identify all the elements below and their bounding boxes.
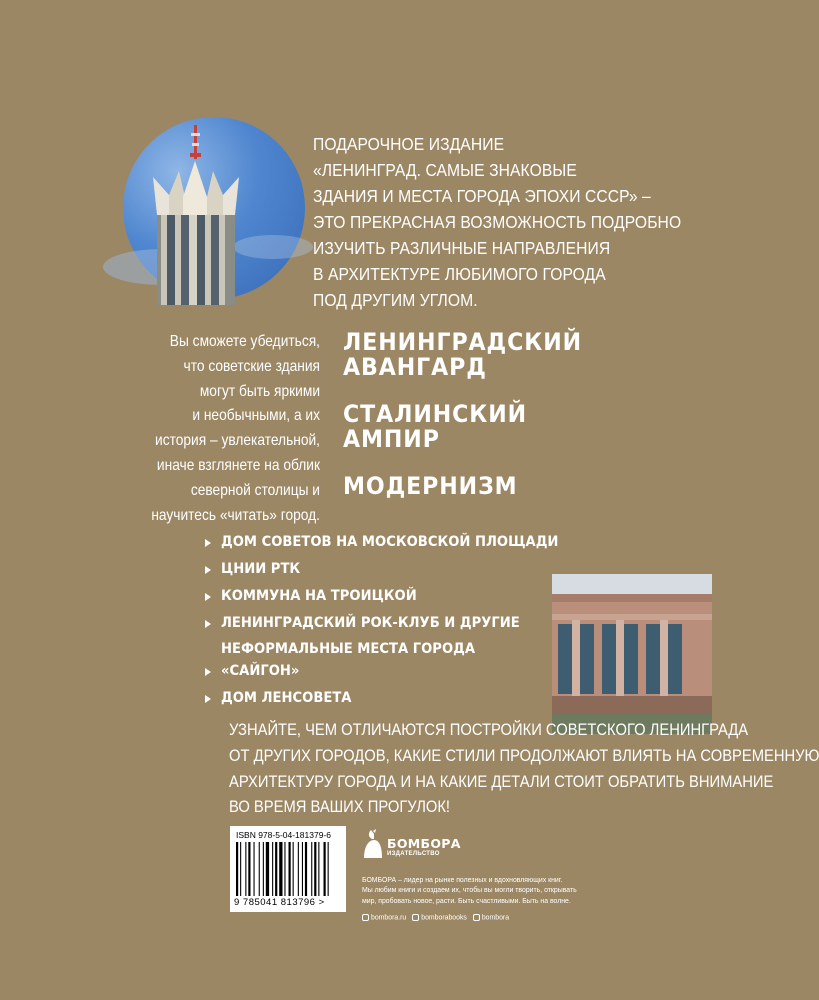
style-line: СТАЛИНСКИЙ: [343, 400, 528, 428]
barcode-bar: [266, 842, 269, 896]
barcode: [230, 826, 346, 912]
triangle-bullet-icon: [205, 695, 211, 703]
publisher-description-line: мир, пробовать новое, расти. Быть счастливыми. Быть на волне.: [362, 897, 571, 905]
publisher-description-line: Мы любим книги и создаем их, чтобы вы могли творить, открывать: [362, 887, 577, 895]
triangle-bullet-icon: [205, 620, 211, 628]
side-line: история – увлекательной,: [155, 432, 320, 450]
style-heading-empire: [343, 402, 582, 452]
youtube-icon: [412, 914, 419, 921]
link-label: bombora: [481, 914, 510, 922]
barcode-bar: [245, 842, 246, 896]
closing-line: ОТ ДРУГИХ ГОРОДОВ, КАКИЕ СТИЛИ ПРОДОЛЖАЮТ ВЛИЯТЬ НА СОВРЕМЕННУЮ: [229, 746, 819, 765]
intro-line: В АРХИТЕКТУРЕ ЛЮБИМОГО ГОРОДА: [313, 264, 606, 284]
barcode-bar: [279, 842, 282, 896]
barcode-bar: [302, 842, 303, 896]
barcode-bar: [298, 842, 299, 896]
side-line: иначе взглянете на облик: [156, 456, 320, 474]
list-item-label: «САЙГОН»: [221, 663, 300, 679]
intro-line: ИЗУЧИТЬ РАЗЛИЧНЫЕ НАПРАВЛЕНИЯ: [313, 238, 611, 258]
link-label: bomborabooks: [421, 914, 467, 922]
triangle-bullet-icon: [205, 566, 211, 574]
barcode-digits: 9 785041 813796 >: [234, 897, 325, 908]
places-list: [205, 532, 588, 715]
styles-list: [343, 330, 603, 521]
list-item: [205, 559, 588, 586]
barcode-bar: [254, 842, 255, 896]
building-photo: [552, 574, 712, 734]
style-line: ЛЕНИНГРАДСКИЙ: [343, 328, 583, 356]
intro-line: ЗДАНИЯ И МЕСТА ГОРОДА ЭПОХИ СССР» –: [313, 186, 651, 206]
list-item: [205, 532, 588, 559]
barcode-bar: [248, 842, 250, 896]
barcode-bar: [293, 842, 294, 896]
barcode-bar: [240, 842, 241, 896]
barcode-bar: [263, 842, 264, 896]
style-line: АМПИР: [343, 425, 440, 453]
list-item: [205, 688, 588, 715]
barcode-bar: [318, 842, 319, 896]
instagram-icon: [362, 914, 369, 921]
vk-telegram-icon: [473, 914, 480, 921]
tower-photo: [123, 117, 305, 299]
triangle-bullet-icon: [205, 539, 211, 547]
triangle-bullet-icon: [205, 668, 211, 676]
link-label: bombora.ru: [371, 914, 407, 922]
triangle-bullet-icon: [205, 593, 211, 601]
barcode-bar: [305, 842, 307, 896]
publisher-name: БОМБОРА: [387, 836, 461, 851]
intro-paragraph: [313, 131, 682, 313]
list-item-label: КОММУНА НА ТРОИЦКОЙ: [221, 588, 417, 604]
barcode-bar: [314, 842, 316, 896]
isbn-label: ISBN 978-5-04-181379-6: [236, 830, 331, 840]
list-item: [205, 661, 588, 688]
list-item: [205, 586, 588, 613]
side-line: Вы сможете убедиться,: [169, 333, 320, 350]
list-item-label: НЕФОРМАЛЬНЫЕ МЕСТА ГОРОДА: [221, 641, 476, 657]
barcode-bar: [328, 842, 329, 896]
barcode-bars: [236, 842, 340, 898]
link-bombora-youtube[interactable]: [412, 914, 467, 921]
barcode-bar: [259, 842, 260, 896]
publisher-description-line: БОМБОРА – лидер на рынке полезных и вдохновляющих книг.: [362, 877, 563, 884]
publisher-description: [362, 876, 577, 907]
list-item-label: ЦНИИ РТК: [221, 561, 301, 577]
list-item: [205, 613, 588, 661]
list-item-label: ДОМ ЛЕНСОВЕТА: [221, 690, 352, 706]
closing-line: УЗНАЙТЕ, ЧЕМ ОТЛИЧАЮТСЯ ПОСТРОЙКИ СОВЕТСКОГО ЛЕНИНГРАДА: [229, 721, 749, 739]
bombora-logo-icon: [362, 828, 384, 860]
link-bombora-site[interactable]: [362, 914, 406, 921]
barcode-bar: [289, 842, 291, 896]
barcode-bar: [275, 842, 277, 896]
intro-line: «ЛЕНИНГРАД. САМЫЕ ЗНАКОВЫЕ: [313, 160, 577, 180]
side-line: и необычными, а их: [192, 407, 320, 425]
side-line: могут быть яркими: [199, 382, 320, 400]
closing-line: ВО ВРЕМЯ ВАШИХ ПРОГУЛОК!: [229, 798, 451, 817]
side-line: северной столицы и: [190, 481, 320, 499]
style-line: МОДЕРНИЗМ: [343, 472, 518, 500]
barcode-bar: [311, 842, 312, 896]
intro-line: ПОД ДРУГИМ УГЛОМ.: [313, 290, 478, 310]
intro-line: ПОДАРОЧНОЕ ИЗДАНИЕ: [313, 134, 505, 154]
publisher-subtitle: ИЗДАТЕЛЬСТВО: [387, 851, 440, 857]
barcode-bar: [284, 842, 285, 896]
side-paragraph: [131, 330, 320, 528]
barcode-bar: [236, 842, 238, 896]
barcode-bar: [324, 842, 326, 896]
list-item-label: ЛЕНИНГРАДСКИЙ РОК-КЛУБ И ДРУГИЕ: [221, 615, 520, 631]
closing-line: АРХИТЕКТУРУ ГОРОДА И НА КАКИЕ ДЕТАЛИ СТОИТ ОБРАТИТЬ ВНИМАНИЕ: [229, 772, 774, 791]
side-line: научитесь «читать» город.: [151, 506, 320, 524]
publisher-links: [362, 914, 509, 921]
side-line: что советские здания: [183, 357, 320, 375]
intro-line: ЭТО ПРЕКРАСНАЯ ВОЗМОЖНОСТЬ ПОДРОБНО: [313, 212, 682, 232]
style-heading-avantgarde: [343, 330, 582, 380]
list-item-label: ДОМ СОВЕТОВ НА МОСКОВСКОЙ ПЛОЩАДИ: [221, 534, 559, 550]
style-line: АВАНГАРД: [343, 353, 487, 381]
style-heading-modernism: [343, 474, 582, 499]
closing-paragraph: [229, 718, 819, 821]
barcode-bar: [272, 842, 273, 896]
link-bombora-social[interactable]: [473, 914, 509, 921]
